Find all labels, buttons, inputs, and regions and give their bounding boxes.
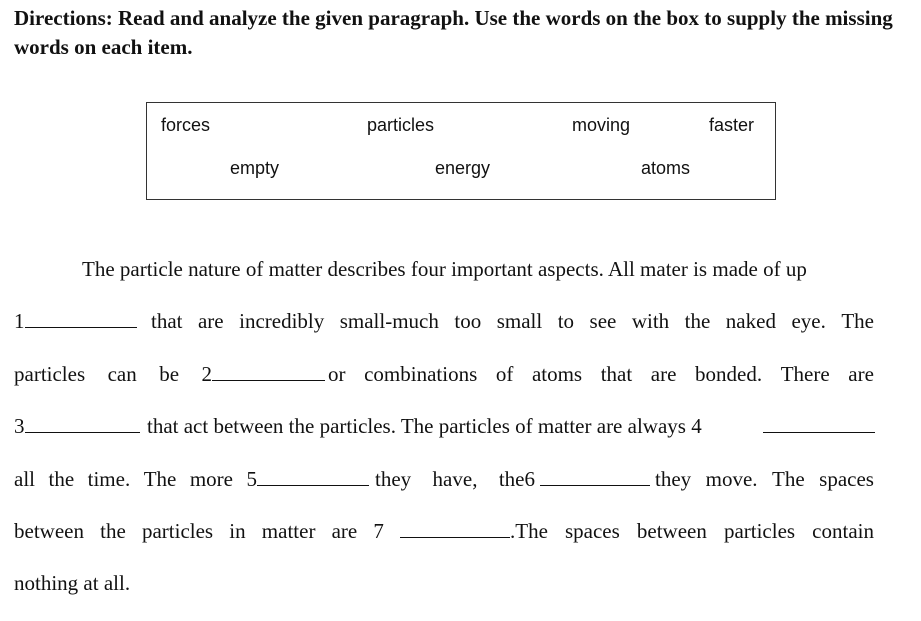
- word: are: [197, 309, 224, 333]
- item-number-7: 7: [373, 519, 384, 543]
- item-number-6: the6: [498, 467, 535, 491]
- word: with: [631, 309, 670, 333]
- word: that: [600, 362, 633, 386]
- paragraph-line-7: nothing at all.: [14, 571, 131, 595]
- word: small-much: [339, 309, 439, 333]
- word: move.: [705, 467, 758, 491]
- word: spaces: [819, 467, 874, 491]
- word: time.: [87, 467, 131, 491]
- word: incredibly: [239, 309, 325, 333]
- word: are: [848, 362, 874, 386]
- answer-blank-1[interactable]: [25, 308, 137, 328]
- answer-blank-2[interactable]: [212, 361, 325, 381]
- paragraph-line-4: [14, 413, 874, 439]
- word: they: [655, 467, 692, 491]
- word: too: [454, 309, 482, 333]
- line-4-text: that act between the particles. The particles of matter are always 4: [147, 414, 702, 438]
- word: that: [151, 309, 183, 333]
- word: be: [159, 362, 180, 386]
- word: naked: [725, 309, 776, 333]
- answer-blank-6[interactable]: [540, 466, 650, 486]
- word: small: [496, 309, 543, 333]
- item-number-2: 2: [201, 362, 212, 386]
- word: to: [557, 309, 575, 333]
- word-bank-word: forces: [161, 115, 211, 135]
- paragraph-line-2: [14, 308, 874, 334]
- word: particles: [141, 519, 214, 543]
- item-number-5: 5: [246, 467, 257, 491]
- word: are: [331, 519, 358, 543]
- directions-heading: Directions: Read and analyze the given paragraph. Use the words on the box to supply the missing words on each item.: [14, 6, 893, 59]
- word: have,: [432, 467, 478, 491]
- word: The: [841, 309, 874, 333]
- word: particles: [14, 362, 86, 386]
- word: between: [14, 519, 84, 543]
- word-bank-word: empty: [230, 158, 280, 178]
- word: atoms: [531, 362, 583, 386]
- word: of: [495, 362, 514, 386]
- paragraph-line-1: The particle nature of matter describes four important aspects. All mater is made of up: [82, 257, 807, 281]
- word: combinations: [364, 362, 478, 386]
- word: the: [100, 519, 126, 543]
- word: the: [48, 467, 75, 491]
- word: matter: [261, 519, 316, 543]
- item-number-3: 3: [14, 414, 25, 438]
- word: see: [589, 309, 617, 333]
- answer-blank-5[interactable]: [257, 466, 369, 486]
- item-number-1: 1: [14, 309, 25, 333]
- answer-blank-4[interactable]: [763, 413, 875, 433]
- word-bank-word: energy: [435, 158, 491, 178]
- word: or: [328, 362, 346, 386]
- word: more: [189, 467, 233, 491]
- word: are: [650, 362, 677, 386]
- word-bank-word: atoms: [641, 158, 691, 178]
- word: eye.: [791, 309, 826, 333]
- word: all: [14, 467, 35, 491]
- word: the: [684, 309, 711, 333]
- word: can: [107, 362, 137, 386]
- line-6-text: .The spaces between particles contain: [510, 519, 874, 543]
- answer-blank-3[interactable]: [25, 413, 140, 433]
- word-bank-word: particles: [367, 115, 435, 135]
- word: they: [375, 467, 412, 491]
- word-bank-word: moving: [572, 115, 631, 135]
- word: bonded.: [695, 362, 763, 386]
- word: The: [772, 467, 805, 491]
- word-bank-box: [146, 102, 776, 200]
- word-bank-word: faster: [709, 115, 755, 135]
- word: There: [780, 362, 830, 386]
- answer-blank-7[interactable]: [400, 518, 510, 538]
- word: in: [229, 519, 246, 543]
- word: The: [143, 467, 177, 491]
